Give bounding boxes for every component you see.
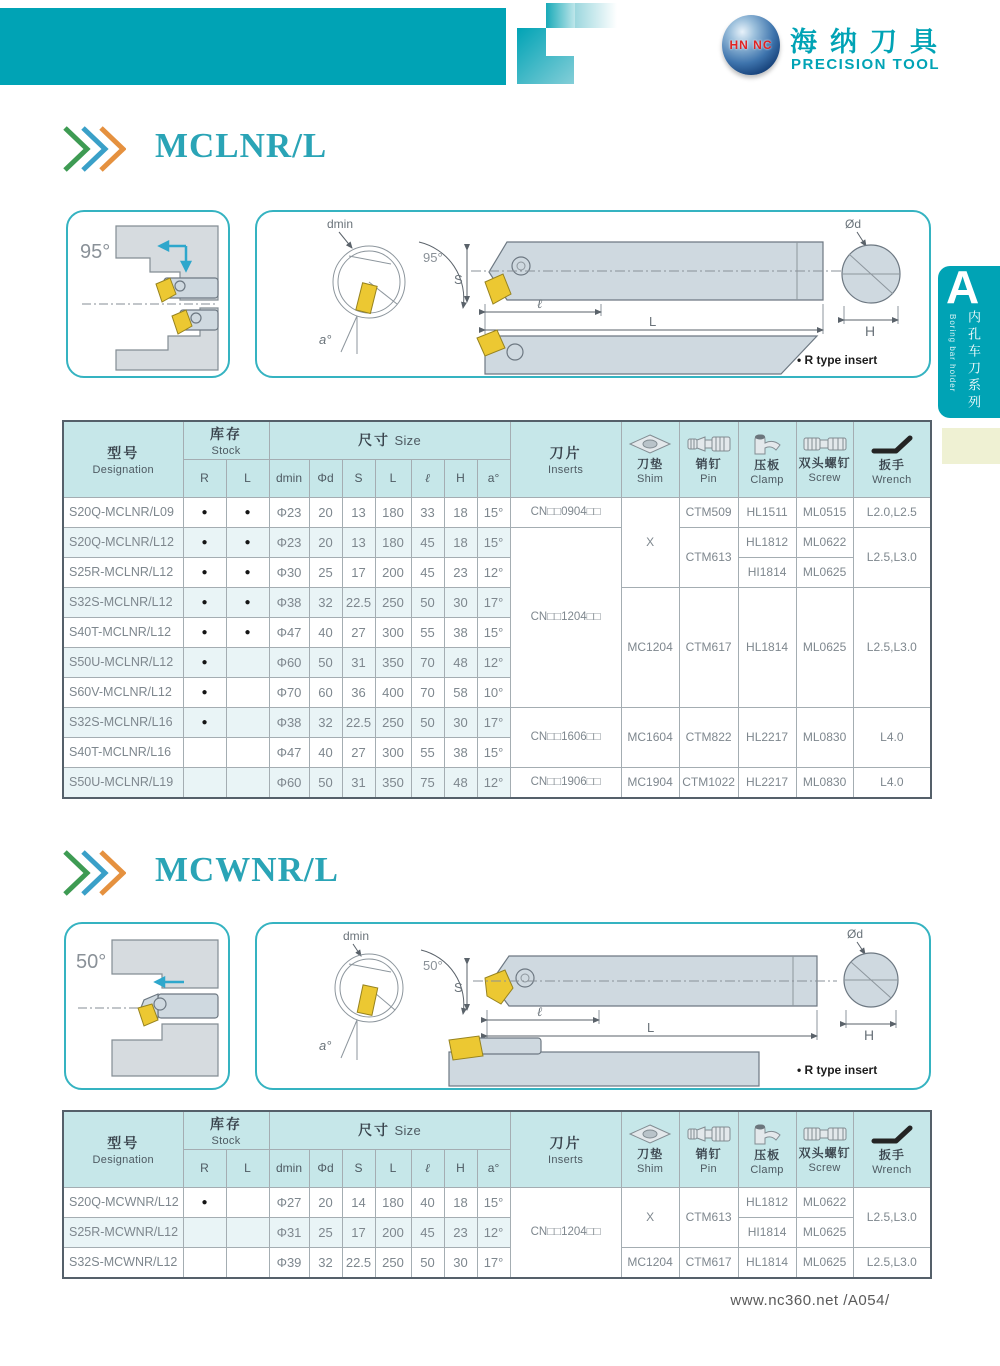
size-cell: 180 (375, 1187, 411, 1217)
decor-square (546, 3, 575, 28)
shim-cell: MC1204 (621, 1247, 679, 1278)
stock-l-cell: ● (226, 557, 269, 587)
designation-cell: S50U-MCLNR/L12 (63, 647, 183, 677)
diagram-box-mclnr-dimensions (255, 210, 931, 378)
size-cell: 12° (477, 767, 510, 798)
stock-l-cell (226, 1187, 269, 1217)
chevrons-icon (60, 848, 126, 898)
screw-cell: ML0625 (796, 587, 853, 707)
stock-l-cell (226, 677, 269, 707)
col-s: S (342, 459, 375, 497)
col-h: H (444, 1149, 477, 1187)
col-a: a° (477, 459, 510, 497)
size-cell: 45 (411, 557, 444, 587)
od-label: Ød (845, 217, 862, 231)
brand-name-cn: 海纳刀具 (790, 27, 950, 57)
screw-cell: ML0830 (796, 707, 853, 767)
size-cell: 12° (477, 1217, 510, 1247)
size-cell: 17° (477, 587, 510, 617)
mcwnr-application-drawing (66, 924, 228, 1088)
size-cell: 300 (375, 617, 411, 647)
designation-cell: S50U-MCLNR/L19 (63, 767, 183, 798)
col-stock-r: R (183, 1149, 226, 1187)
pin-icon (686, 434, 732, 454)
col-l-big: L (375, 459, 411, 497)
screw-cell: ML0625 (796, 1247, 853, 1278)
logo-initials: HN NC (729, 38, 773, 52)
col-a: a° (477, 1149, 510, 1187)
clamp-icon (749, 1123, 785, 1145)
size-cell: 200 (375, 557, 411, 587)
stock-r-cell: ● (183, 497, 226, 527)
size-cell: 15° (477, 737, 510, 767)
wrench-icon (870, 433, 914, 455)
col-stock: 库存 Stock (183, 1111, 269, 1149)
rake-angle-label: a° (319, 1038, 332, 1053)
col-size: 尺寸 Size (269, 1111, 510, 1149)
stock-l-cell: ● (226, 527, 269, 557)
col-pin: 销钉 Pin (679, 1111, 738, 1187)
diagram-box-mclnr-application (66, 210, 230, 378)
designation-cell: S25R-MCLNR/L12 (63, 557, 183, 587)
size-cell: 55 (411, 737, 444, 767)
table-row (63, 1217, 931, 1247)
size-cell: 50 (411, 587, 444, 617)
size-cell: Φ38 (269, 707, 309, 737)
table-row (63, 527, 931, 557)
section-title-mcwnr: MCWNR/L (155, 850, 339, 889)
size-cell: 50 (411, 707, 444, 737)
pin-cell: CTM822 (679, 707, 738, 767)
designation-cell: S32S-MCLNR/L12 (63, 587, 183, 617)
size-cell: 15° (477, 617, 510, 647)
stock-l-cell (226, 737, 269, 767)
size-cell: 250 (375, 1247, 411, 1278)
col-clamp: 压板 Clamp (738, 421, 796, 497)
size-cell: 18 (444, 527, 477, 557)
h-dim-label: H (864, 1027, 875, 1043)
stock-r-cell: ● (183, 587, 226, 617)
size-cell: Φ23 (269, 527, 309, 557)
diagram-box-mcwnr-application (64, 922, 230, 1090)
size-cell: 22.5 (342, 587, 375, 617)
s-dim-label: S (454, 272, 463, 287)
designation-cell: S32S-MCLNR/L16 (63, 707, 183, 737)
decor-square (575, 3, 617, 28)
stock-r-cell (183, 737, 226, 767)
table-row (63, 497, 931, 527)
col-screw: 双头螺钉 Screw (796, 421, 853, 497)
size-cell: 27 (342, 737, 375, 767)
designation-cell: S32S-MCWNR/L12 (63, 1247, 183, 1278)
col-wrench: 扳手 Wrench (853, 421, 931, 497)
clamp-cell: HL2217 (738, 707, 796, 767)
col-clamp: 压板 Clamp (738, 1111, 796, 1187)
size-cell: Φ60 (269, 767, 309, 798)
size-cell: 17° (477, 1247, 510, 1278)
size-cell: 38 (444, 737, 477, 767)
clamp-cell: HL1812 (738, 527, 796, 557)
size-cell: 30 (444, 707, 477, 737)
size-cell: 400 (375, 677, 411, 707)
stock-r-cell: ● (183, 707, 226, 737)
size-cell: 350 (375, 767, 411, 798)
size-cell: 17 (342, 1217, 375, 1247)
shim-cell: MC1604 (621, 707, 679, 767)
r-type-insert-note: • R type insert (797, 353, 878, 367)
stock-r-cell: ● (183, 677, 226, 707)
size-cell: 27 (342, 617, 375, 647)
mcwnr-spec-table-wrap (62, 1110, 932, 1279)
col-l-small: ℓ (411, 459, 444, 497)
stock-l-cell: ● (226, 587, 269, 617)
stock-l-cell: ● (226, 617, 269, 647)
col-inserts: 刀片 Inserts (510, 1111, 621, 1187)
table-row (63, 1187, 931, 1217)
size-cell: 33 (411, 497, 444, 527)
inserts-cell: CN□□1204□□ (510, 527, 621, 707)
size-cell: 48 (444, 647, 477, 677)
stock-r-cell (183, 1247, 226, 1278)
size-cell: 70 (411, 647, 444, 677)
shim-cell: X (621, 1187, 679, 1247)
screw-icon (802, 435, 848, 453)
side-tab-letter: A (946, 261, 980, 313)
clamp-cell: HI1814 (738, 1217, 796, 1247)
size-cell: 30 (444, 1247, 477, 1278)
designation-cell: S20Q-MCLNR/L12 (63, 527, 183, 557)
size-cell: 31 (342, 767, 375, 798)
header-teal-band (0, 8, 506, 85)
size-cell: Φ23 (269, 497, 309, 527)
angle-label: 95° (80, 241, 111, 263)
stock-l-cell (226, 707, 269, 737)
table-body (63, 497, 931, 798)
rake-angle-label: a° (319, 332, 332, 347)
screw-cell: ML0622 (796, 527, 853, 557)
table-header (63, 1111, 931, 1187)
l-small-dim-label: ℓ (537, 1004, 543, 1019)
stock-l-cell (226, 1247, 269, 1278)
dmin-label: dmin (343, 929, 370, 943)
stock-l-cell (226, 1217, 269, 1247)
side-tab-accent (942, 428, 1000, 464)
size-cell: 18 (444, 1187, 477, 1217)
pin-cell: CTM613 (679, 1187, 738, 1247)
stock-r-cell: ● (183, 557, 226, 587)
shim-cell: MC1904 (621, 767, 679, 798)
col-pin: 销钉 Pin (679, 421, 738, 497)
l-big-dim-label: L (647, 1020, 655, 1035)
side-tab-label-cn: 内孔车刀系列 (966, 310, 981, 412)
size-cell: Φ39 (269, 1247, 309, 1278)
stock-r-cell: ● (183, 1187, 226, 1217)
wrench-cell: L4.0 (853, 767, 931, 798)
size-cell: 45 (411, 527, 444, 557)
mclnr-spec-table (62, 420, 932, 799)
table-row (63, 767, 931, 798)
size-cell: Φ38 (269, 587, 309, 617)
brand-name-en: PRECISION TOOL (791, 56, 941, 73)
size-cell: 32 (309, 707, 342, 737)
designation-cell: S40T-MCLNR/L12 (63, 617, 183, 647)
section-title-mclnr: MCLNR/L (155, 126, 328, 165)
size-cell: 58 (444, 677, 477, 707)
size-cell: 180 (375, 497, 411, 527)
col-s: S (342, 1149, 375, 1187)
side-tab-label-en: Boring bar holder (948, 314, 957, 393)
side-tab-boring-bar (938, 261, 1000, 418)
diagram-box-mcwnr-dimensions (255, 922, 931, 1090)
col-phid: Φd (309, 1149, 342, 1187)
shim-cell: MC1204 (621, 587, 679, 707)
shim-cell: X (621, 497, 679, 587)
mclnr-spec-table-wrap (62, 420, 932, 799)
clamp-icon (749, 433, 785, 455)
size-cell: 55 (411, 617, 444, 647)
col-wrench: 扳手 Wrench (853, 1111, 931, 1187)
lead-angle-label: 95° (423, 250, 443, 265)
size-cell: 14 (342, 1187, 375, 1217)
size-cell: Φ30 (269, 557, 309, 587)
designation-cell: S20Q-MCWNR/L12 (63, 1187, 183, 1217)
size-cell: 350 (375, 647, 411, 677)
size-cell: Φ70 (269, 677, 309, 707)
col-l-small: ℓ (411, 1149, 444, 1187)
col-h: H (444, 459, 477, 497)
screw-cell: ML0515 (796, 497, 853, 527)
screw-cell: ML0622 (796, 1187, 853, 1217)
col-designation: 型号 Designation (63, 421, 183, 497)
size-cell: 15° (477, 497, 510, 527)
size-cell: 40 (309, 737, 342, 767)
designation-cell: S25R-MCWNR/L12 (63, 1217, 183, 1247)
col-screw: 双头螺钉 Screw (796, 1111, 853, 1187)
size-cell: 10° (477, 677, 510, 707)
stock-l-cell (226, 647, 269, 677)
size-cell: 17 (342, 557, 375, 587)
stock-l-cell: ● (226, 497, 269, 527)
size-cell: 12° (477, 647, 510, 677)
size-cell: 38 (444, 617, 477, 647)
col-designation: 型号 Designation (63, 1111, 183, 1187)
size-cell: 32 (309, 587, 342, 617)
table-row (63, 1247, 931, 1278)
table-row (63, 557, 931, 587)
screw-icon (802, 1125, 848, 1143)
col-stock-l: L (226, 1149, 269, 1187)
size-cell: 200 (375, 1217, 411, 1247)
size-cell: Φ47 (269, 737, 309, 767)
size-cell: 22.5 (342, 1247, 375, 1278)
pin-cell: CTM1022 (679, 767, 738, 798)
stock-l-cell (226, 767, 269, 798)
clamp-cell: HL2217 (738, 767, 796, 798)
h-dim-label: H (865, 323, 876, 339)
designation-cell: S20Q-MCLNR/L09 (63, 497, 183, 527)
size-cell: 20 (309, 1187, 342, 1217)
lead-angle-label: 50° (423, 958, 443, 973)
size-cell: Φ31 (269, 1217, 309, 1247)
designation-cell: S40T-MCLNR/L16 (63, 737, 183, 767)
wrench-cell: L2.5,L3.0 (853, 1247, 931, 1278)
pin-cell: CTM617 (679, 587, 738, 707)
angle-label: 50° (76, 951, 107, 973)
footer-url: www.nc360.net /A054/ (730, 1292, 890, 1309)
col-inserts: 刀片 Inserts (510, 421, 621, 497)
stock-r-cell: ● (183, 617, 226, 647)
col-stock: 库存 Stock (183, 421, 269, 459)
size-cell: 18 (444, 497, 477, 527)
pin-cell: CTM617 (679, 1247, 738, 1278)
size-cell: 40 (411, 1187, 444, 1217)
brand-globe-logo (722, 15, 780, 75)
pin-icon (686, 1124, 732, 1144)
table-header (63, 421, 931, 497)
clamp-cell: HL1812 (738, 1187, 796, 1217)
wrench-cell: L2.5,L3.0 (853, 1187, 931, 1247)
col-stock-l: L (226, 459, 269, 497)
size-cell: 50 (411, 1247, 444, 1278)
size-cell: Φ60 (269, 647, 309, 677)
mclnr-application-drawing (68, 212, 228, 376)
table-row (63, 707, 931, 737)
size-cell: 23 (444, 1217, 477, 1247)
size-cell: 25 (309, 557, 342, 587)
pin-cell: CTM509 (679, 497, 738, 527)
size-cell: 17° (477, 707, 510, 737)
size-cell: 250 (375, 587, 411, 617)
size-cell: 36 (342, 677, 375, 707)
size-cell: 20 (309, 497, 342, 527)
wrench-cell: L2.0,L2.5 (853, 497, 931, 527)
size-cell: 300 (375, 737, 411, 767)
size-cell: 48 (444, 767, 477, 798)
size-cell: 13 (342, 527, 375, 557)
od-label: Ød (847, 927, 864, 941)
s-dim-label: S (454, 980, 463, 995)
clamp-cell: HI1814 (738, 557, 796, 587)
col-stock-r: R (183, 459, 226, 497)
size-cell: 13 (342, 497, 375, 527)
size-cell: 20 (309, 527, 342, 557)
screw-cell: ML0830 (796, 767, 853, 798)
inserts-cell: CN□□1606□□ (510, 707, 621, 767)
stock-r-cell: ● (183, 527, 226, 557)
wrench-cell: L2.5,L3.0 (853, 527, 931, 587)
size-cell: 45 (411, 1217, 444, 1247)
clamp-cell: HL1814 (738, 587, 796, 707)
size-cell: 25 (309, 1217, 342, 1247)
chevrons-icon (60, 124, 126, 174)
col-l-big: L (375, 1149, 411, 1187)
col-shim: 刀垫 Shim (621, 421, 679, 497)
inserts-cell: CN□□1204□□ (510, 1187, 621, 1278)
col-dmin: dmin (269, 459, 309, 497)
table-body (63, 1187, 931, 1278)
size-cell: 50 (309, 767, 342, 798)
col-shim: 刀垫 Shim (621, 1111, 679, 1187)
shim-icon (628, 434, 672, 454)
screw-cell: ML0625 (796, 557, 853, 587)
designation-cell: S60V-MCLNR/L12 (63, 677, 183, 707)
pin-cell: CTM613 (679, 527, 738, 587)
size-cell: Φ27 (269, 1187, 309, 1217)
size-cell: 12° (477, 557, 510, 587)
col-size: 尺寸 Size (269, 421, 510, 459)
wrench-cell: L2.5,L3.0 (853, 587, 931, 707)
wrench-cell: L4.0 (853, 707, 931, 767)
shim-icon (628, 1124, 672, 1144)
size-cell: 50 (309, 647, 342, 677)
stock-r-cell (183, 767, 226, 798)
size-cell: 15° (477, 1187, 510, 1217)
clamp-cell: HL1511 (738, 497, 796, 527)
size-cell: 70 (411, 677, 444, 707)
size-cell: 60 (309, 677, 342, 707)
screw-cell: ML0625 (796, 1217, 853, 1247)
size-cell: 30 (444, 587, 477, 617)
mclnr-dimension-drawing (257, 212, 929, 376)
wrench-icon (870, 1123, 914, 1145)
mcwnr-dimension-drawing (257, 924, 929, 1088)
r-type-insert-note: • R type insert (797, 1063, 878, 1077)
size-cell: 23 (444, 557, 477, 587)
size-cell: 180 (375, 527, 411, 557)
size-cell: 32 (309, 1247, 342, 1278)
stock-r-cell (183, 1217, 226, 1247)
dmin-label: dmin (327, 217, 354, 231)
size-cell: Φ47 (269, 617, 309, 647)
stock-r-cell: ● (183, 647, 226, 677)
mcwnr-spec-table (62, 1110, 932, 1279)
decor-square (546, 28, 575, 56)
l-small-dim-label: ℓ (537, 296, 543, 311)
size-cell: 31 (342, 647, 375, 677)
clamp-cell: HL1814 (738, 1247, 796, 1278)
inserts-cell: CN□□0904□□ (510, 497, 621, 527)
size-cell: 75 (411, 767, 444, 798)
l-big-dim-label: L (649, 314, 657, 329)
col-dmin: dmin (269, 1149, 309, 1187)
table-row (63, 587, 931, 617)
size-cell: 250 (375, 707, 411, 737)
col-phid: Φd (309, 459, 342, 497)
size-cell: 22.5 (342, 707, 375, 737)
inserts-cell: CN□□1906□□ (510, 767, 621, 798)
size-cell: 40 (309, 617, 342, 647)
size-cell: 15° (477, 527, 510, 557)
